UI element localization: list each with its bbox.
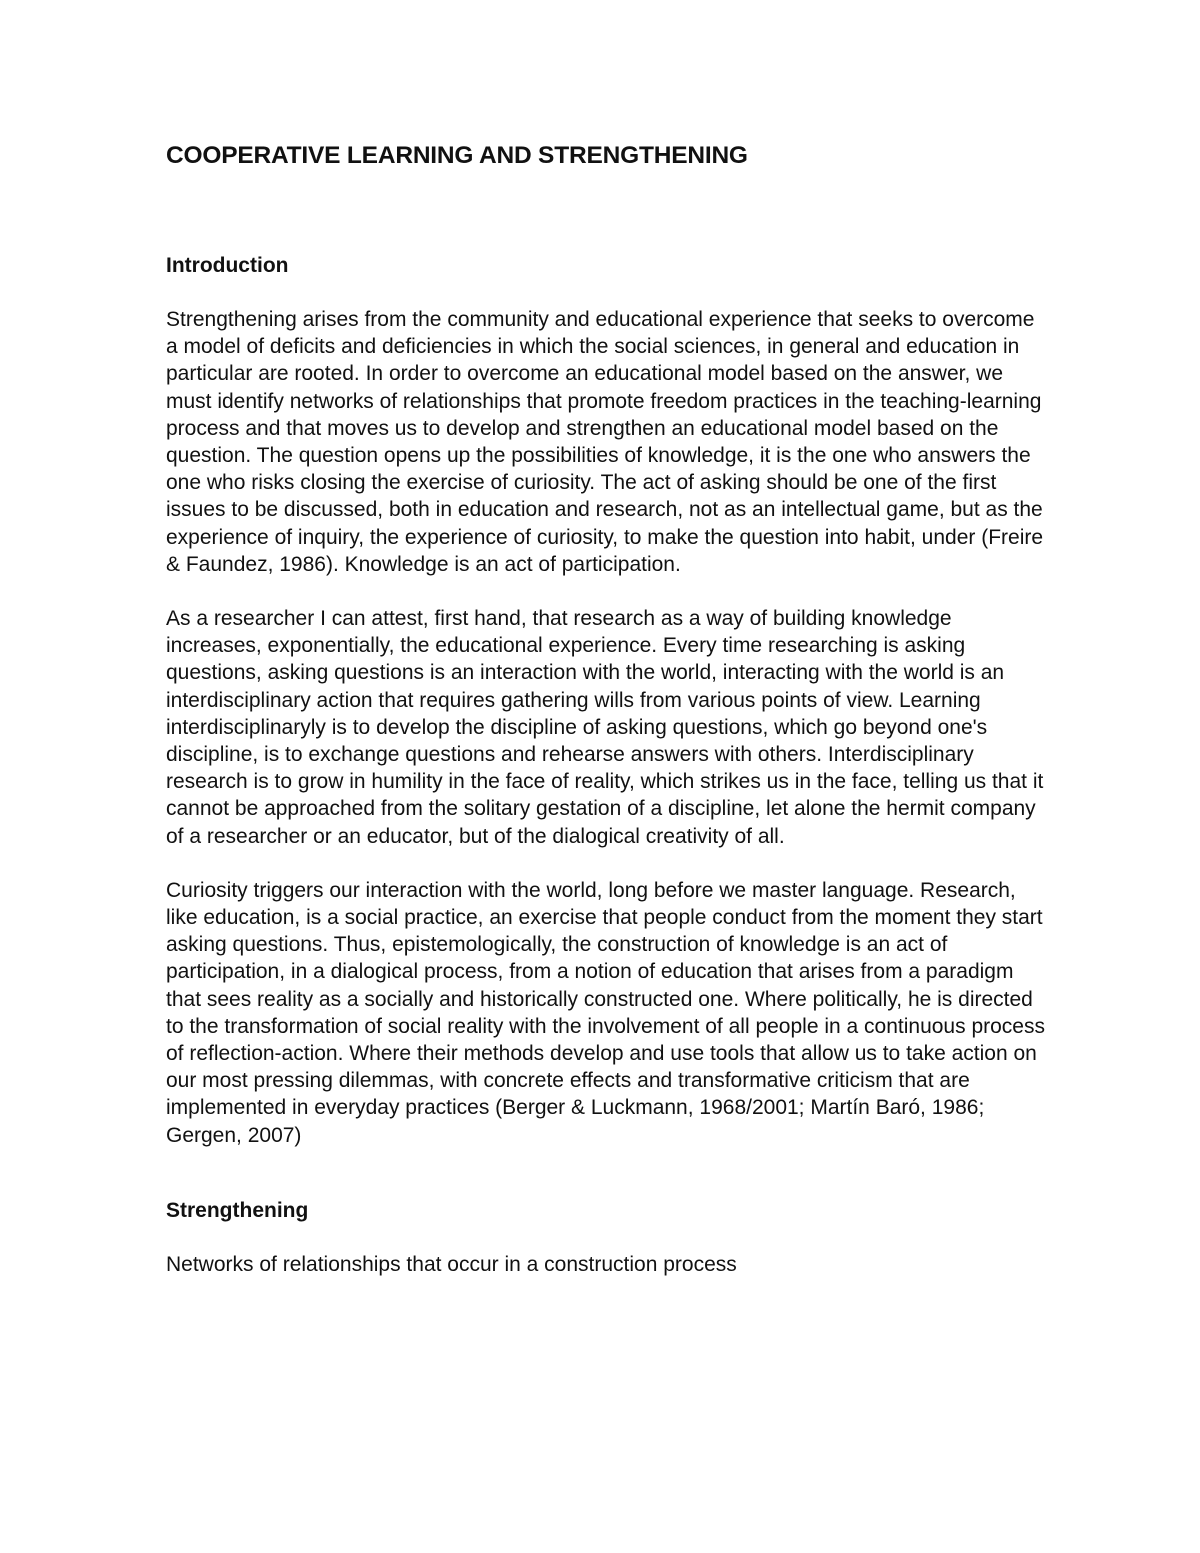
paragraph-strengthening-1: Networks of relationships that occur in a construction process [166,1252,737,1276]
paragraph-intro-1: Strengthening arises from the community and educational experience that seeks to overcome a model of deficits and deficiencies in which the social sciences, in general and education in particular are rooted. In order to overcome an educational model based on the answer, we must identify networks of relationships that promote freedom practices in the teaching-learning process and that moves us to develop and strengthen an educational model based on the question. The question opens up the possibilities of knowledge, it is the one who answers the one who risks closing the exercise of curiosity. The act of asking should be one of the first issues to be discussed, both in education and research, not as an intellectual game, but as the experience of inquiry, the experience of curiosity, to make the question into habit, under (Freire & Faundez, 1986). Knowledge is an act of participation. [166,308,1044,576]
section-heading-introduction: Introduction [166,254,289,277]
paragraph-intro-2: As a researcher I can attest, first hand, that research as a way of building knowledge increases, exponentially, the educational experience. Every time researching is asking questions, asking questions is an interaction with the world, interacting with the world is an interdisciplinary action that requires gathering wills from various points of view. Learning interdisciplinaryly is to develop the discipline of asking questions, which go beyond one's discipline, is to exchange questions and rehearse answers with others. Interdisciplinary research is to grow in humility in the face of reality, which strikes us in the face, telling us that it cannot be approached from the solitary gestation of a discipline, let alone the hermit company of a researcher or an educator, but of the dialogical creativity of all. [166,607,1044,848]
document-body [166,140,1046,1278]
section-heading-strengthening: Strengthening [166,1198,309,1222]
document-title: COOPERATIVE LEARNING AND STRENGTHENING [166,142,748,169]
paragraph-intro-3: Curiosity triggers our interaction with the world, long before we master language. Research, like education, is a social practice, an exercise that people conduct from the moment they start asking questions. Thus, epistemologically, the construction of knowledge is an act of participation, in a dialogical process, from a notion of education that arises from a paradigm that sees reality as a socially and historically constructed one. Where politically, he is directed to the transformation of social reality with the involvement of all people in a continuous process of reflection-action. Where their methods develop and use tools that allow us to take action on our most pressing dilemmas, with concrete effects and transformative criticism that are implemented in everyday practices (Berger & Luckmann, 1968/2001; Martín Baró, 1986; Gergen, 2007) [166,878,1045,1147]
